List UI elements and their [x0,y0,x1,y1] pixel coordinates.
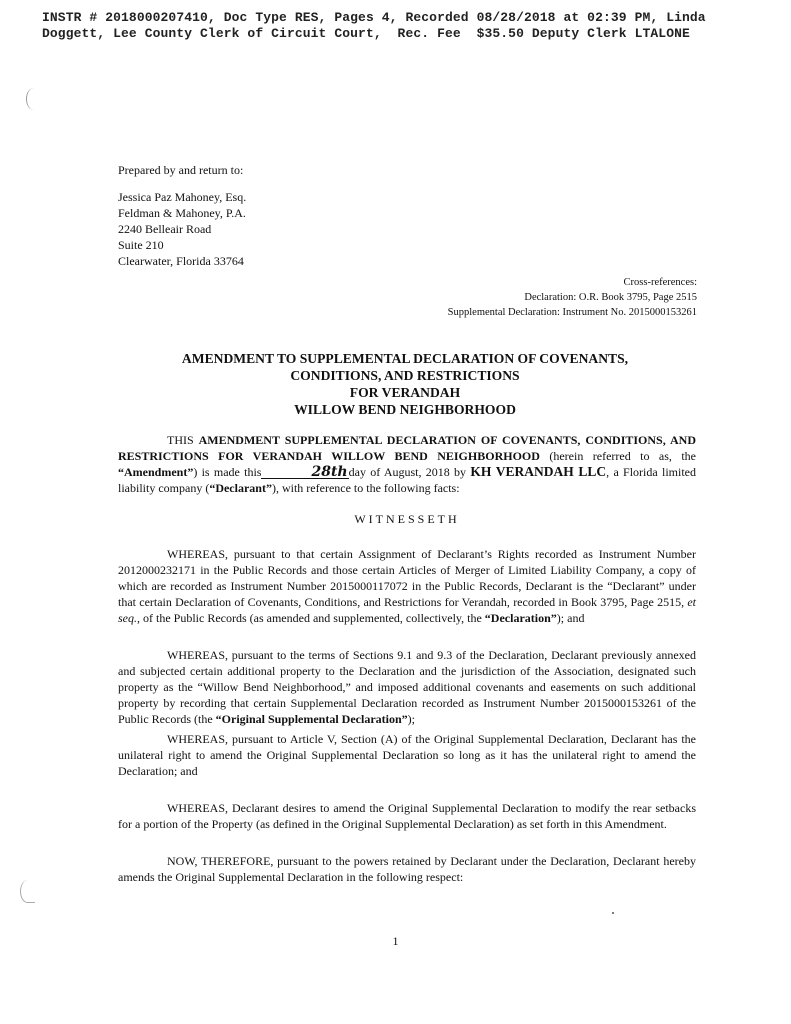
page-number: 1 [392,934,399,948]
return-address [118,189,246,269]
original-supplemental-term: “Original Supplemental Declaration” [215,712,408,726]
paragraph-text: WHEREAS, pursuant to the terms of Sections 9.1 and 9.3 of the Declaration, Declarant previously annexed and subjected certain additional property to the Declaration and the jurisdiction of the Association, designated such property as the “Willow Bend Neighborhood,” and imposed additional covenants and easements on such additional property by recording that certain Supplemental Declaration recorded as Instrument Number 2015000153261 of the Public Records (the [118,648,696,726]
title-line: FOR VERANDAH [349,385,461,400]
declaration-term: “Declaration” [484,611,557,625]
punch-hole-mark [26,88,41,110]
address-line: 2240 Belleair Road [118,222,212,236]
whereas-paragraph-2 [118,647,696,727]
punch-hole-mark [20,880,35,903]
paragraph-text: ); and [556,611,585,625]
whereas-paragraph-4: WHEREAS, Declarant desires to amend the Original Supplemental Declaration to modify the rear setbacks for a portion of the Property (as defined in the Original Supplemental Declaration) as set forth in this Amendment. [118,801,696,831]
paragraph-text: WHEREAS, pursuant to that certain Assignment of Declarant’s Rights recorded as Instrument Number 2012000232171 in the Public Records and those certain Articles of Merger of Limited Liability Company, a copy of which are recorded as Instrument Number 2015000117072 in the Public Records, Declarant is the “Declarant” under that certain Declaration of Covenants, Conditions, and Restrictions for Verandah, recorded in Book 3795, Page 2515, [118,547,696,609]
handwritten-day: 28th [261,466,348,479]
cross-reference-line: Cross-references: [623,277,697,288]
recording-stamp: INSTR # 2018000207410, Doc Type RES, Pages 4, Recorded 08/28/2018 at 02:39 PM, Linda Doggett, Lee County Clerk of Circuit Court, Rec. Fee $35.50 Deputy Clerk LTALONE [42,10,714,41]
company-description: , a Florida limited liability company ( [118,465,696,495]
paragraph-text: ); [407,712,415,726]
amendment-term: “Amendment” [118,465,194,479]
intro-tail: ), with reference to the following facts: [271,481,460,495]
now-therefore-paragraph: NOW, THEREFORE, pursuant to the powers retained by Declarant under the Declaration, Declarant hereby amends the Original Supplemental Declaration in the following respect: [118,854,696,884]
address-line: Jessica Paz Mahoney, Esq. [118,190,247,204]
intro-made-this: ) is made this [193,465,262,479]
title-line: AMENDMENT TO SUPPLEMENTAL DECLARATION OF COVENANTS, [181,351,629,366]
declarant-term: “Declarant” [209,481,272,495]
document-title [115,350,695,418]
et-seq: et seq. [118,595,697,625]
intro-this: THIS [167,433,194,447]
address-line: Suite 210 [118,238,164,252]
whereas-paragraph-3: WHEREAS, pursuant to Article V, Section (A) of the Original Supplemental Declaration, Declarant has the unilateral right to amend the Original Supplemental Declaration so long as it has the unilateral right to amend the Declaration; and [118,732,696,778]
declarant-name: KH VERANDAH LLC [470,464,607,479]
address-line: Feldman & Mahoney, P.A. [118,206,246,220]
witnesseth-heading: WITNESSETH [354,512,460,526]
prepared-by-label: Prepared by and return to: [118,163,244,177]
intro-paragraph [118,432,696,496]
title-line: WILLOW BEND NEIGHBORHOOD [294,402,516,417]
cross-reference-line: Declaration: O.R. Book 3795, Page 2515 [524,292,697,303]
intro-referred: (herein referred to as, the [549,449,697,463]
title-line: CONDITIONS, AND RESTRICTIONS [290,368,520,383]
prepared-by-block [118,162,246,269]
scan-speck [612,912,614,914]
intro-bold-title: AMENDMENT SUPPLEMENTAL DECLARATION OF COVENANTS, CONDITIONS, AND RESTRICTIONS FOR VERANDAH WILLOW BEND NEIGHBORHOOD [118,433,697,463]
cross-references [448,275,697,320]
cross-reference-line: Supplemental Declaration: Instrument No. 2015000153261 [447,307,697,318]
address-line: Clearwater, Florida 33764 [118,254,244,268]
intro-day-suffix: day of August, 2018 by [348,465,467,479]
paragraph-text: , of the Public Records (as amended and supplemented, collectively, the [137,611,482,625]
whereas-paragraph-1 [118,546,696,626]
